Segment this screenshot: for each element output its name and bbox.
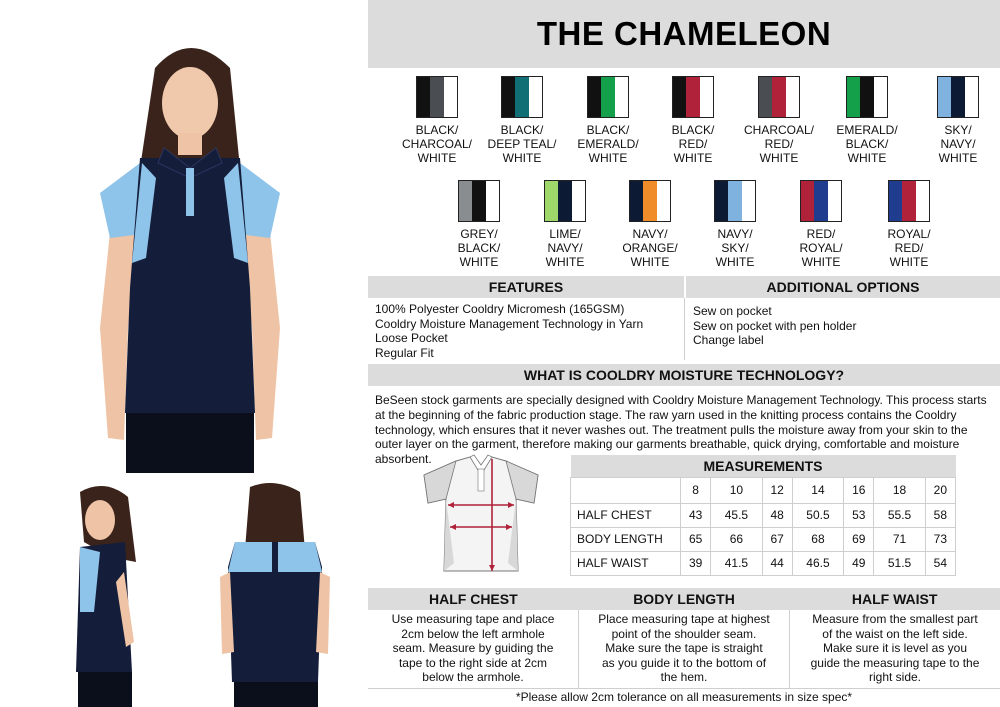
instruction-line: as you guide it to the bottom of [601,655,767,670]
instruction-line: below the armhole. [422,670,524,684]
size-header: 14 [792,477,843,503]
table-row [571,551,956,575]
swatch-stripe [630,181,643,221]
swatch-label-line: BLACK/ [586,123,630,137]
swatch-label [605,227,695,269]
swatch-label [690,227,780,269]
swatch-chip [544,180,586,222]
size-header: 10 [711,477,762,503]
table-cell: 45.5 [711,503,762,527]
swatch-label-line: BLACK/ [845,137,889,151]
swatch-label [520,227,610,269]
colour-swatch [648,76,738,165]
swatch-label [434,227,524,269]
measurements-table [570,455,956,576]
swatch-label [648,123,738,165]
instruction-line: Make sure the tape is straight [605,641,763,655]
size-header-row [571,477,956,503]
instruction-heading-body-length: BODY LENGTH [633,591,735,607]
swatch-stripe [814,181,827,221]
swatch-label-line: NAVY/ [547,241,583,255]
swatch-label-line: GREY/ [460,227,498,241]
swatch-chip [937,76,979,118]
option-item: Sew on pocket [693,304,772,318]
colour-swatch [734,76,824,165]
instruction-headings [368,588,1000,610]
swatch-stripe [889,181,902,221]
swatch-label-line: ORANGE/ [622,241,678,255]
swatch-stripe [486,181,499,221]
swatch-label [563,123,653,165]
swatch-stripe [430,77,443,117]
swatch-label [822,123,912,165]
colour-swatch [392,76,482,165]
table-row [571,527,956,551]
table-cell: 41.5 [711,551,762,575]
swatch-label-line: WHITE [847,151,887,165]
feature-item: Regular Fit [375,345,434,360]
swatch-stripe [786,77,799,117]
feature-item: Loose Pocket [375,331,448,345]
swatch-stripe [772,77,785,117]
table-cell: 69 [844,527,874,551]
swatch-chip [888,180,930,222]
swatch-label-line: SKY/ [721,241,749,255]
size-header: 12 [762,477,792,503]
table-cell: 67 [762,527,792,551]
swatch-label-line: BLACK/ [415,123,459,137]
product-photos [0,0,368,707]
swatch-label-line: BLACK/ [457,241,501,255]
swatch-chip [416,76,458,118]
title-bar [368,0,1000,68]
features-heading: FEATURES [368,276,684,298]
model-front-photo [60,28,320,473]
instruction-line: tape to the right side at 2cm [398,655,548,670]
swatch-stripe [601,77,614,117]
swatch-chip [714,180,756,222]
swatch-label-line: WHITE [459,255,499,269]
table-cell: 55.5 [874,503,925,527]
swatch-label [776,227,866,269]
cooldry-heading: WHAT IS COOLDRY MOISTURE TECHNOLOGY? [368,364,1000,386]
row-label: BODY LENGTH [571,527,681,551]
table-cell: 44 [762,551,792,575]
swatch-label [477,123,567,165]
colour-swatch [434,180,524,269]
instruction-line: 2cm below the left armhole [401,626,545,641]
swatch-stripe [472,181,485,221]
table-cell: 49 [844,551,874,575]
swatch-chip [501,76,543,118]
instruction-line: of the waist on the left side. [822,626,968,641]
swatch-label-line: WHITE [889,255,929,269]
divider [789,610,790,688]
product-title: THE CHAMELEON [536,15,832,52]
swatch-stripe [686,77,699,117]
swatch-stripe [558,181,571,221]
swatch-label [913,123,1000,165]
swatch-stripe [965,77,978,117]
colour-swatch [822,76,912,165]
option-item: Change label [693,333,764,347]
size-header-blank [571,477,681,503]
features-list [375,302,643,360]
swatch-chip [846,76,888,118]
swatch-stripe [951,77,964,117]
swatch-label-line: RED/ [678,137,708,151]
colour-swatch [477,76,567,165]
swatch-label-line: WHITE [938,151,978,165]
colour-swatch [690,180,780,269]
swatch-stripe [801,181,814,221]
swatch-label-line: RED/ [806,227,836,241]
swatch-stripe [459,181,472,221]
swatch-label-line: WHITE [417,151,457,165]
feature-item: 100% Polyester Cooldry Micromesh (165GSM) [375,302,625,316]
feature-item: Cooldry Moisture Management Technology in Yarn [375,316,644,331]
swatch-stripe [417,77,430,117]
swatch-label-line: LIME/ [549,227,581,241]
measurement-diagram [416,453,546,581]
swatch-label-line: NAVY/ [940,137,976,151]
cooldry-description: BeSeen stock garments are specially designed with Cooldry Moisture Management Technology. This process starts at the beginning of the fabric production stage. The raw yarn used in the knitting process contains the Cooldry technology, which ensures that it never washes out. The treatment pulls the moisture away from your skin to the outer layer on the garment, therefore making our garments breathable, quick drying, comfortable and moisture absorbent. [375,393,987,467]
table-cell: 65 [681,527,711,551]
divider [578,610,579,688]
instruction-line: Use measuring tape and place [391,612,555,626]
swatch-label-line: EMERALD/ [577,137,639,151]
table-cell: 51.5 [874,551,925,575]
swatch-stripe [444,77,457,117]
swatch-label-line: ROYAL/ [887,227,931,241]
instruction-heading-half-chest: HALF CHEST [429,591,518,607]
swatch-stripe [938,77,951,117]
spec-panel [368,0,1000,707]
option-item: Sew on pocket with pen holder [693,318,857,333]
swatch-label-line: CHARCOAL/ [743,123,814,137]
size-header: 16 [844,477,874,503]
instruction-half-waist [795,612,995,685]
swatch-chip [672,76,714,118]
swatch-stripe [700,77,713,117]
measurements-heading: MEASUREMENTS [571,455,956,477]
swatch-stripe [657,181,670,221]
swatch-stripe [673,77,686,117]
swatch-label-line: SKY/ [944,123,972,137]
swatch-chip [800,180,842,222]
swatch-stripe [545,181,558,221]
table-cell: 39 [681,551,711,575]
swatch-chip [758,76,800,118]
swatch-label-line: WHITE [673,151,713,165]
table-cell: 68 [792,527,843,551]
swatch-label-line: NAVY/ [632,227,668,241]
swatch-label-line: RED/ [764,137,794,151]
options-list [693,304,856,348]
swatch-label-line: WHITE [502,151,542,165]
row-label: HALF WAIST [571,551,681,575]
model-back-photo [210,482,340,707]
instruction-heading-half-waist: HALF WAIST [851,591,938,607]
table-cell: 46.5 [792,551,843,575]
swatch-stripe [742,181,755,221]
swatch-label-line: CHARCOAL/ [401,137,472,151]
tolerance-footnote: *Please allow 2cm tolerance on all measurements in size spec* [515,690,853,704]
swatch-label [864,227,954,269]
swatch-label-line: WHITE [715,255,755,269]
swatch-stripe [615,77,628,117]
swatch-stripe [847,77,860,117]
swatch-chip [629,180,671,222]
instruction-line: Place measuring tape at highest [598,612,770,626]
instruction-line: Measure from the smallest part [812,612,978,626]
instruction-line: the hem. [660,670,708,684]
table-cell: 53 [844,503,874,527]
instruction-body-length [584,612,784,685]
swatch-label-line: WHITE [588,151,628,165]
swatch-chip [458,180,500,222]
swatch-label-line: WHITE [545,255,585,269]
swatch-label-line: NAVY/ [717,227,753,241]
swatch-label-line: WHITE [630,255,670,269]
table-cell: 43 [681,503,711,527]
instruction-line: right side. [868,670,922,684]
swatch-stripe [728,181,741,221]
swatch-stripe [715,181,728,221]
size-header: 20 [925,477,955,503]
swatch-stripe [588,77,601,117]
row-label: HALF CHEST [571,503,681,527]
swatch-stripe [643,181,656,221]
swatch-stripe [515,77,528,117]
swatch-chip [587,76,629,118]
model-side-photo [50,482,170,707]
swatch-label-line: BLACK/ [500,123,544,137]
swatch-label-line: WHITE [759,151,799,165]
colour-swatch [913,76,1000,165]
swatch-stripe [860,77,873,117]
instruction-line: guide the measuring tape to the [810,655,980,670]
swatch-stripe [502,77,515,117]
instruction-line: seam. Measure by guiding the [392,641,554,655]
table-row [571,503,956,527]
swatch-label-line: ROYAL/ [799,241,843,255]
swatch-stripe [874,77,887,117]
swatch-label-line: EMERALD/ [836,123,898,137]
colour-swatch [520,180,610,269]
size-header: 8 [681,477,711,503]
swatch-stripe [572,181,585,221]
colour-swatch [563,76,653,165]
swatch-label [392,123,482,165]
table-cell: 58 [925,503,955,527]
swatch-label-line: DEEP TEAL/ [487,137,557,151]
table-cell: 50.5 [792,503,843,527]
options-heading: ADDITIONAL OPTIONS [686,276,1000,298]
colour-swatch [864,180,954,269]
divider [368,688,1000,689]
divider [684,298,685,360]
size-header: 18 [874,477,925,503]
swatch-stripe [916,181,929,221]
swatch-label-line: BLACK/ [671,123,715,137]
swatch-stripe [759,77,772,117]
table-cell: 71 [874,527,925,551]
swatch-label-line: RED/ [894,241,924,255]
table-cell: 66 [711,527,762,551]
colour-swatch [605,180,695,269]
table-cell: 48 [762,503,792,527]
swatch-label [734,123,824,165]
swatch-label-line: WHITE [801,255,841,269]
colour-swatch [776,180,866,269]
swatch-stripe [828,181,841,221]
instruction-line: point of the shoulder seam. [611,626,757,641]
swatch-stripe [902,181,915,221]
table-cell: 73 [925,527,955,551]
swatch-stripe [529,77,542,117]
instruction-line: Make sure it is level as you [822,641,968,655]
table-cell: 54 [925,551,955,575]
instruction-half-chest [373,612,573,685]
